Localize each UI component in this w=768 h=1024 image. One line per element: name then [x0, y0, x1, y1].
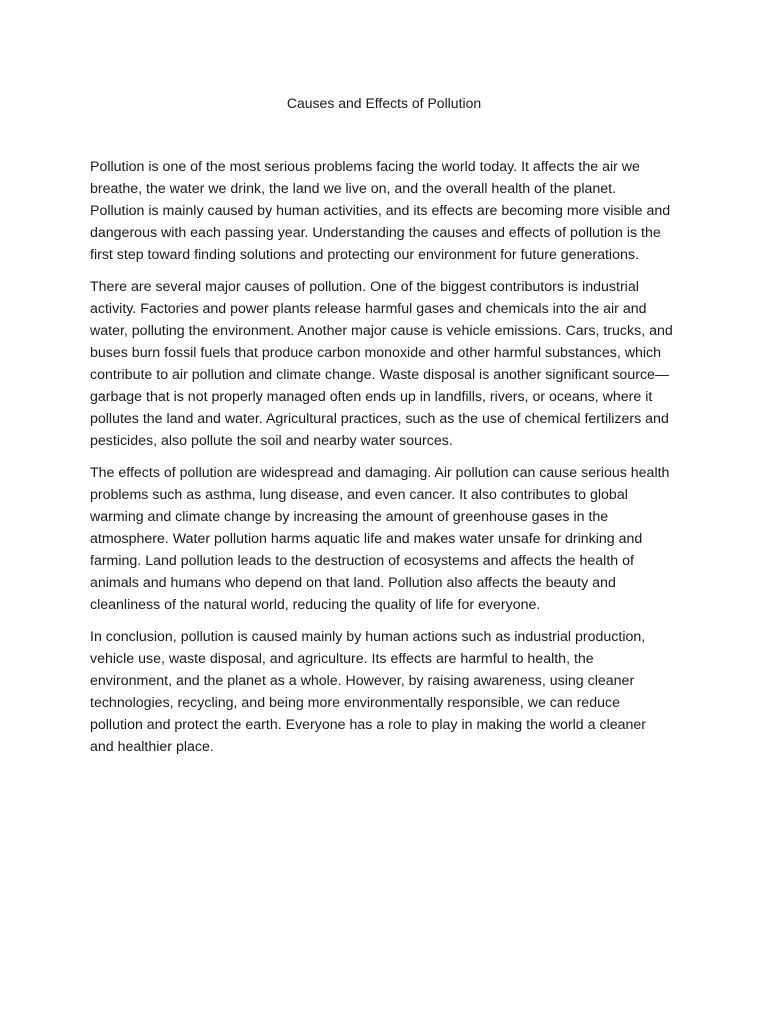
paragraph-causes: There are several major causes of pollution. One of the biggest contributors is industrial activity. Factories and power plants release harmful gases and chemicals into the air and water, polluting the environment. Another major cause is vehicle emissions. Cars, trucks, and buses burn fossil fuels that produce carbon monoxide and other harmful substances, which contribute to air pollution and climate change. Waste disposal is another significant source—garbage that is not properly managed often ends up in landfills, rivers, or oceans, where it pollutes the land and water. Agricultural practices, such as the use of chemical fertilizers and pesticides, also pollute the soil and nearby water sources.: [90, 279, 673, 449]
document-title: Causes and Effects of Pollution: [286, 95, 482, 111]
paragraph-conclusion: In conclusion, pollution is caused mainly by human actions such as industrial production, vehicle use, waste disposal, and agriculture. Its effects are harmful to health, the environment, and the planet as a whole. However, by raising awareness, using cleaner technologies, recycling, and being more environmentally responsible, we can reduce pollution and protect the earth. Everyone has a role to play in making the world a cleaner and healthier place.: [90, 629, 647, 755]
paragraph-effects: The effects of pollution are widespread and damaging. Air pollution can cause serious health problems such as asthma, lung disease, and even cancer. It also contributes to global warming and climate change by increasing the amount of greenhouse gases in the atmosphere. Water pollution harms aquatic life and makes water unsafe for drinking and farming. Land pollution leads to the destruction of ecosystems and affects the health of animals and humans who depend on that land. Pollution also affects the beauty and cleanliness of the natural world, reducing the quality of life for everyone.: [90, 465, 670, 613]
paragraph-introduction: Pollution is one of the most serious problems facing the world today. It affects the air we breathe, the water we drink, the land we live on, and the overall health of the planet. Pollution is mainly caused by human activities, and its effects are becoming more visible and dangerous with each passing year. Understanding the causes and effects of pollution is the first step toward finding solutions and protecting our environment for future generations.: [90, 159, 671, 263]
document-body: [90, 156, 673, 768]
